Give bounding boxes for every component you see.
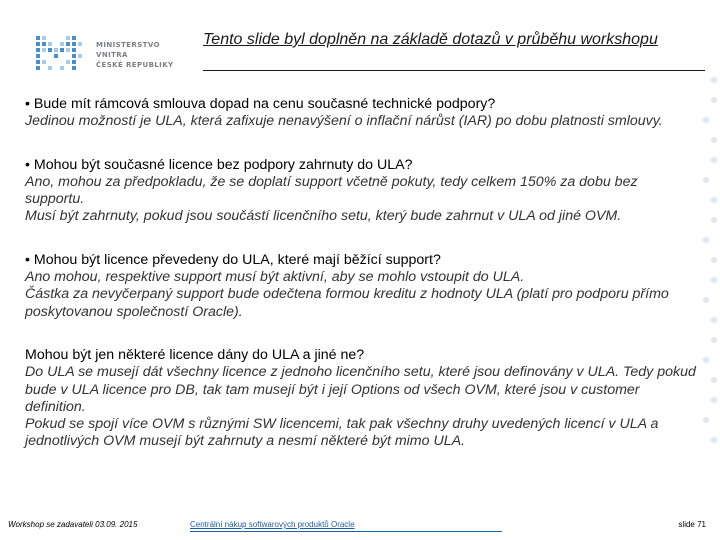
faq-question: • Mohou být licence převedeny do ULA, které mají běžící support? (25, 251, 441, 268)
faq-question: • Mohou být současné licence bez podpory zahrnuty do ULA? (25, 156, 413, 173)
faq-answer-continued: Musí být zahrnuty, pokud jsou součástí licenčního setu, který bude zahrnut v ULA od jiné OVM. (25, 208, 622, 225)
faq-answer: Jedinou možností je ULA, která zafixuje nenavýšení o inflační nárůst (IAR) po dobu platnosti smlouvy. (25, 113, 663, 130)
faq-answer: Ano, mohou za předpokladu, že se doplatí support včetně pokuty, tedy celkem 150% za dobu bez supportu. (25, 173, 638, 208)
ministry-logo (34, 30, 194, 80)
footer-event: Workshop se zadavateli 03.09. 2015 (8, 520, 138, 529)
ministry-name-line2: ČESKÉ REPUBLIKY (96, 61, 174, 69)
ministry-name (96, 40, 194, 70)
slide-title: Tento slide byl doplněn na základě dotazů v průběhu workshopu (203, 31, 658, 48)
dot-pattern-decoration (698, 70, 720, 470)
faq-answer-continued: Pokud se spojí více OVM s různými SW licencemi, tak pak všechny druhy uvedených licencí v ULA a jednotlivých OVM musejí být zahrnuty a nesmí některé být mimo ULA. (25, 416, 659, 450)
slide-number: slide 71 (678, 520, 706, 529)
faq-question: • Bude mít rámcová smlouva dopad na cenu současné technické podpory? (25, 96, 496, 112)
footer-project-link[interactable]: Centrální nákup softwarových produktů Oracle (190, 520, 502, 532)
faq-question: Mohou být jen některé licence dány do ULA a jiné ne? (25, 346, 365, 363)
faq-answer: Do ULA se musejí dát všechny licence z jednoho licenčního setu, které jsou definovány v ULA. Tedy pokud bude v ULA licence pro DB, tak tam musejí být i její Options od všech OVM, které jsou v customer definition. (25, 364, 696, 415)
slide-body (25, 96, 700, 477)
faq-block-3 (25, 252, 700, 321)
ministry-name-line1: MINISTERSTVO VNITRA (96, 41, 160, 59)
ministry-logo-icon (34, 30, 90, 76)
faq-answer: Ano mohou, respektive support musí být aktivní, aby se mohlo vstoupit do ULA. (25, 269, 525, 286)
faq-block-4 (25, 347, 700, 451)
faq-block-2 (25, 157, 700, 226)
faq-answer-continued: Částka za nevyčerpaný support bude odečtena formou kreditu z hodnoty ULA (platí pro podporu přímo poskytovanou společností Oracle). (25, 286, 669, 320)
title-underline (203, 70, 705, 71)
faq-block-1 (25, 96, 700, 131)
